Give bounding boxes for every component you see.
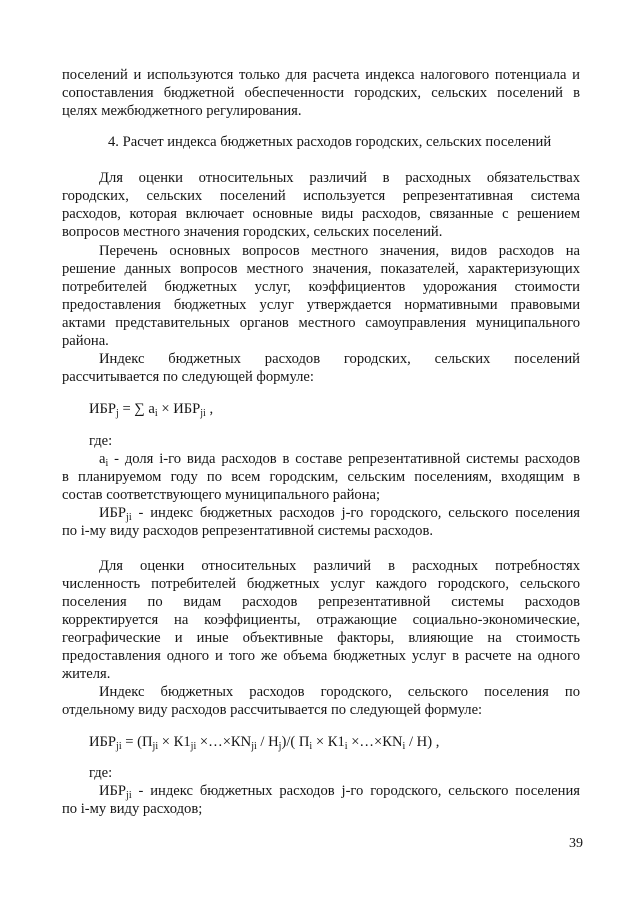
p1-line-2: городских, сельских поселений используется репрезентативная система	[62, 188, 580, 204]
p4-line-3: поселения по видам расходов репрезентативной системы расходов	[62, 594, 580, 610]
formula2-sub-6: i	[309, 741, 313, 752]
p4-line-5: географические и иные объективные факторы, влияющие на стоимость	[62, 630, 580, 646]
formula2-sub-7: i	[344, 741, 348, 752]
intro-line-1: поселений и используются только для расчета индекса налогового потенциала и	[62, 67, 580, 83]
formula-expenditure-index	[89, 733, 439, 751]
section-heading: 4. Расчет индекса бюджетных расходов городских, сельских поселений	[108, 134, 552, 150]
formula2-part-9: / Н) ,	[405, 734, 440, 750]
where-label-2: где:	[89, 765, 113, 781]
def-ibr-line-1	[99, 504, 580, 522]
p4-line-7: жителя.	[62, 666, 111, 682]
p2-line-1: Перечень основных вопросов местного значения, видов расходов на	[99, 243, 580, 259]
formula2-sub-4: ji	[251, 741, 257, 752]
formula1-mult: × ИБР	[157, 401, 201, 417]
def-ibr-line-2: по i-му виду расходов репрезентативной системы расходов.	[62, 523, 433, 539]
def-ibr-text: - индекс бюджетных расходов j-го городского, сельского поселения	[131, 505, 580, 521]
p4-line-1: Для оценки относительных различий в расходных потребностях	[99, 558, 580, 574]
page-number: 39	[569, 836, 583, 851]
def-ibr2-symbol-sub: ji	[126, 790, 132, 801]
formula-budget-index	[89, 400, 213, 418]
def-ibr2-line-1	[99, 782, 580, 800]
def-a-line-1	[99, 450, 580, 468]
p2-line-3: потребителей бюджетных услуг, коэффициентов удорожания стоимости	[62, 279, 580, 295]
def-ibr2-line-2: по i-му виду расходов;	[62, 801, 203, 817]
formula1-lhs-sub: j	[116, 408, 119, 419]
p4-line-2: численность потребителей бюджетных услуг каждого городского, сельского	[62, 576, 580, 592]
def-ibr-symbol: ИБР	[99, 505, 127, 521]
p4-line-6: предоставления одного и того же объема бюджетных услуг в расчете на одного	[62, 648, 580, 664]
intro-line-3: целях межбюджетного регулирования.	[62, 103, 302, 119]
formula2-part-7: × К1	[312, 734, 345, 750]
formula2-sub-8: i	[402, 741, 406, 752]
p1-line-1: Для оценки относительных различий в расходных обязательствах	[99, 170, 580, 186]
formula2-sub-1: ji	[116, 741, 122, 752]
p4-line-4: корректируется на коэффициенты, отражающие социально-экономические,	[62, 612, 580, 628]
formula1-a-sub: i	[154, 408, 158, 419]
formula2-part-2: = (П	[121, 734, 153, 750]
formula1-tail: ,	[205, 401, 214, 417]
formula2-part-5: / Н	[256, 734, 279, 750]
where-label-1: где:	[89, 433, 113, 449]
formula2-sub-5: j	[278, 741, 282, 752]
formula2-part-8: ×…×КN	[347, 734, 403, 750]
formula1-sum: = ∑ a	[118, 401, 155, 417]
p2-line-2: решение данных вопросов местного значения, показателей, характеризующих	[62, 261, 580, 277]
formula2-part-3: × К1	[158, 734, 191, 750]
formula2-sub-3: ji	[190, 741, 197, 752]
formula2-part-4: ×…×КN	[196, 734, 252, 750]
p2-line-6: района.	[62, 333, 109, 349]
def-a-line-3: состав соответствующего муниципального района;	[62, 487, 381, 503]
def-ibr-symbol-sub: ji	[126, 512, 132, 523]
formula2-sub-2: ji	[152, 741, 159, 752]
formula1-lhs: ИБР	[89, 401, 117, 417]
p2-line-4: предоставления бюджетных услуг утверждается нормативными правовыми	[62, 297, 580, 313]
p5-line-1: Индекс бюджетных расходов городского, сельского поселения по	[99, 684, 580, 700]
p5-line-2: отдельному виду расходов рассчитывается по следующей формуле:	[62, 702, 483, 718]
def-ibr2-text: - индекс бюджетных расходов j-го городского, сельского поселения	[131, 783, 580, 799]
p3-line-1: Индекс бюджетных расходов городских, сельских поселений	[99, 351, 580, 367]
p1-line-4: вопросов местного значения городских, сельских поселений.	[62, 224, 443, 240]
def-a-symbol: a	[99, 451, 106, 467]
p3-line-2: рассчитывается по следующей формуле:	[62, 369, 314, 385]
formula2-part-6: )/( П	[281, 734, 310, 750]
def-a-line-2: в планируемом году по всем городским, сельским поселениям, входящим в	[62, 469, 580, 485]
def-a-text: - доля i-го вида расходов в составе репрезентативной системы расходов	[108, 451, 580, 467]
formula1-r-sub: ji	[200, 408, 206, 419]
formula2-part-1: ИБР	[89, 734, 117, 750]
p1-line-3: расходов, которая включает основные виды расходов, связанные с решением	[62, 206, 580, 222]
def-a-symbol-sub: i	[105, 458, 109, 469]
p2-line-5: актами представительных органов местного самоуправления муниципального	[62, 315, 580, 331]
intro-line-2: сопоставления бюджетной обеспеченности городских, сельских поселений в	[62, 85, 580, 101]
def-ibr2-symbol: ИБР	[99, 783, 127, 799]
